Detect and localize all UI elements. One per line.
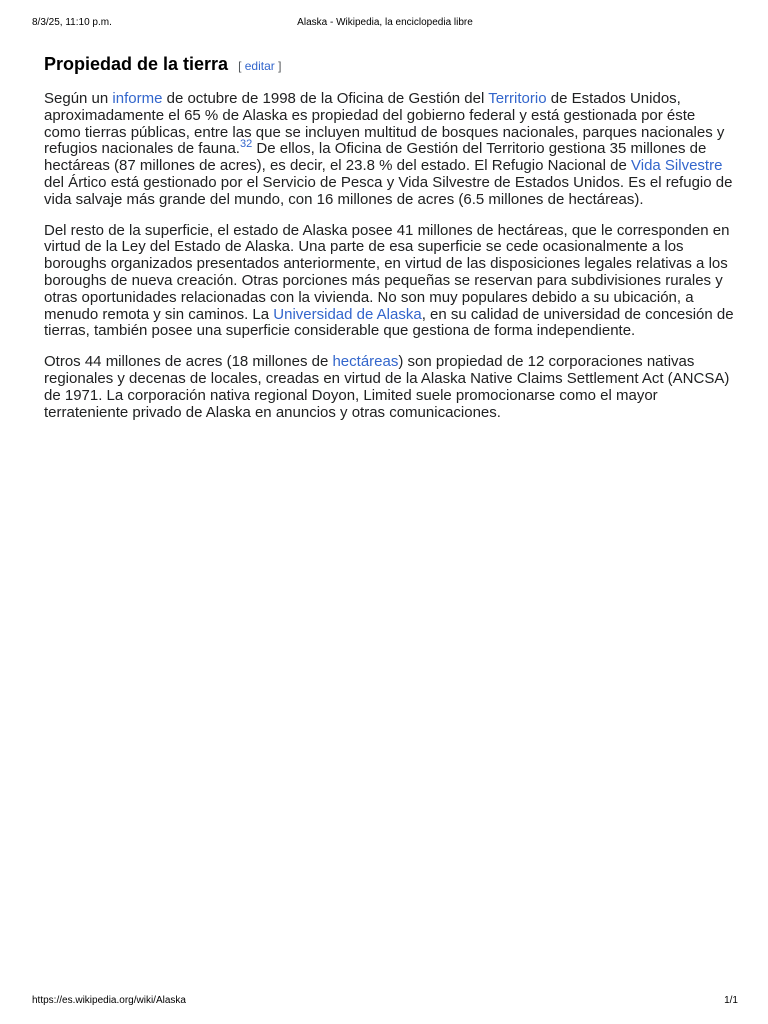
paragraph-text: de Estados Unidos, aproximadamente el 65 % de Alaska es propiedad del gobierno federal y está gestionada por éste como tierras públicas, entre las que se incluyen multitud de bosques nacionales, parques nacionales y refugios nacionales de fauna. bbox=[44, 90, 725, 158]
paragraph-1 bbox=[44, 91, 734, 209]
section-heading-text: Propiedad de la tierra bbox=[44, 54, 229, 74]
section-heading bbox=[44, 52, 734, 78]
link-informe[interactable]: informe bbox=[112, 90, 163, 107]
link-universidad-de-alaska[interactable]: Universidad de Alaska bbox=[273, 305, 422, 323]
link-hectareas[interactable]: hectáreas bbox=[332, 353, 399, 371]
paragraph-text: del Ártico está gestionado por el Servicio de Pesca y Vida Silvestre de Estados Unidos. Es el refugio de vida salvaje más grande del mundo, con 16 millones de acres (6.5 millones de hectáreas). bbox=[44, 173, 733, 208]
edit-bracket-open: [ bbox=[238, 59, 245, 73]
link-territorio[interactable]: Territorio bbox=[488, 90, 547, 107]
edit-link[interactable]: editar bbox=[244, 59, 275, 73]
edit-bracket-close: ] bbox=[274, 59, 282, 73]
paragraph-text: Del resto de la superficie, el estado de Alaska posee 41 millones de hectáreas, que le corresponden en virtud de la Ley del Estado de Alaska. Una parte de esa superficie se cede ocasionalmente a los boroughs organizados presentados anteriormente, en virtud de las disposiciones legales relativas a los boroughs de nueva creación. Otras porciones más pequeñas se reservan para subdivisiones rurales y otras oportunidades relacionadas con la vivienda. No son muy populares debido a su ubicación, a menudo remota y sin caminos. La bbox=[44, 221, 730, 323]
paragraph-text: De ellos, la Oficina de Gestión del Territorio gestiona 35 millones de hectáreas (87 millones de acres), es decir, el 23.8 % del estado. El Refugio Nacional de bbox=[44, 140, 707, 175]
article-content bbox=[44, 52, 734, 435]
paragraph-text: , en su calidad de universidad de concesión de tierras, también posee una superficie considerable que gestiona de forma independiente. bbox=[44, 305, 734, 340]
link-vida-silvestre[interactable]: Vida Silvestre bbox=[631, 157, 723, 175]
print-page-number: 1/1 bbox=[724, 995, 738, 1006]
paragraph-text: Otros 44 millones de acres (18 millones de bbox=[44, 353, 333, 371]
paragraph-3 bbox=[44, 354, 734, 421]
paragraph-text: Según un bbox=[44, 90, 113, 107]
paragraph-text: de octubre de 1998 de la Oficina de Gestión del bbox=[162, 90, 489, 107]
print-page-title: Alaska - Wikipedia, la enciclopedia libre bbox=[297, 17, 473, 28]
print-datetime: 8/3/25, 11:10 p.m. bbox=[32, 17, 112, 28]
print-url: https://es.wikipedia.org/wiki/Alaska bbox=[32, 995, 186, 1006]
paragraph-text: ) son propiedad de 12 corporaciones nativas regionales y decenas de locales, creadas en virtud de la Alaska Native Claims Settlement Act (ANCSA) de 1971. La corporación nativa regional Doyon, Limited suele promocionarse como el mayor terrateniente privado de Alaska en anuncios y otras comunicaciones. bbox=[44, 353, 730, 421]
edit-section bbox=[238, 59, 281, 73]
paragraph-2 bbox=[44, 223, 734, 341]
reference-32[interactable]: 32 bbox=[239, 138, 253, 151]
